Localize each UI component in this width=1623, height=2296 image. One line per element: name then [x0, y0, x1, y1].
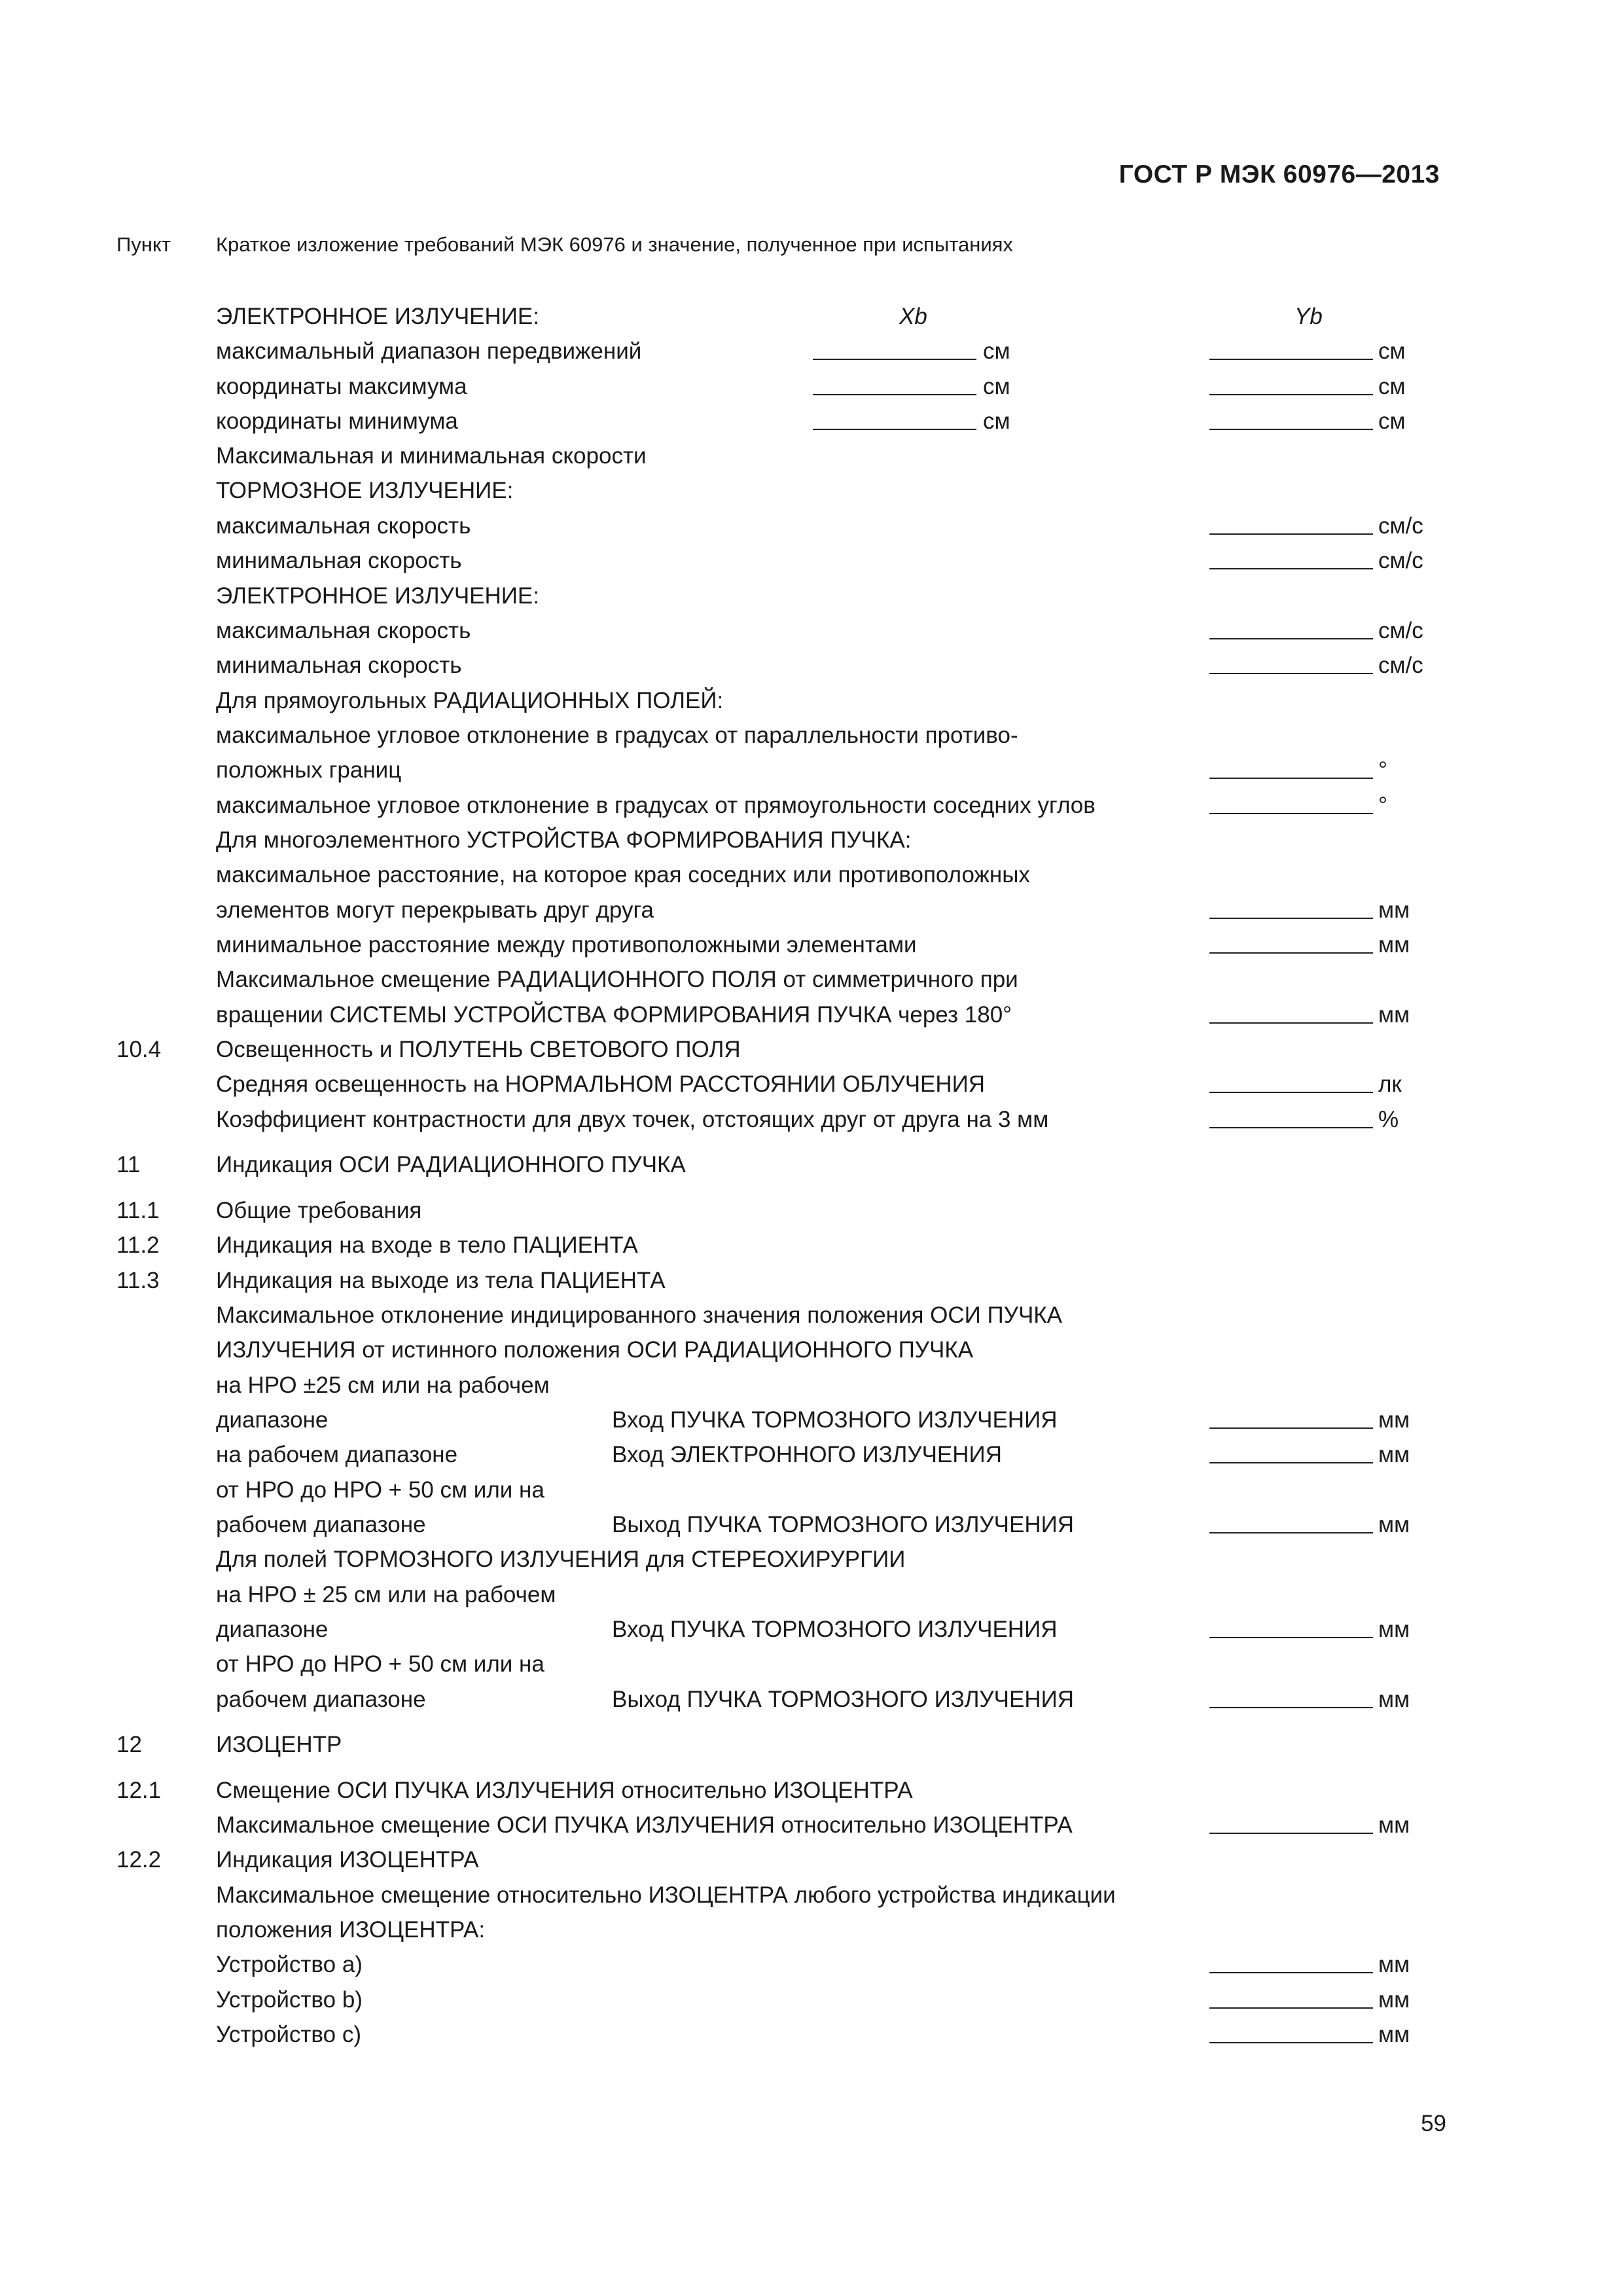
requirement-row [0, 1298, 1623, 1333]
requirement-text: положных границ [216, 757, 402, 783]
requirement-text: максимальное расстояние, на которое края соседних или противоположных [216, 862, 1030, 888]
requirement-text: Индикация ИЗОЦЕНТРА [216, 1847, 479, 1873]
requirement-row [0, 2017, 1623, 2053]
requirement-text: минимальная скорость [216, 548, 462, 573]
unit-label-xb: см [983, 374, 1010, 399]
unit-label: см [1378, 338, 1406, 364]
requirement-row [0, 473, 1623, 509]
requirement-text: Освещенность и ПОЛУТЕНЬ СВЕТОВОГО ПОЛЯ [216, 1037, 741, 1062]
value-field-yb[interactable] [1209, 1682, 1373, 1708]
requirement-text: ЭЛЕКТРОННОЕ ИЗЛУЧЕНИЕ: [216, 304, 539, 329]
value-field-yb[interactable] [1209, 1808, 1373, 1834]
requirement-text: максимальный диапазон передвижений [216, 338, 642, 364]
requirement-row [0, 1808, 1623, 1843]
requirement-row [0, 788, 1623, 823]
requirement-row [0, 927, 1623, 963]
requirement-row [0, 1542, 1623, 1577]
value-field-yb[interactable] [1209, 404, 1373, 430]
requirement-text: Для прямоугольных РАДИАЦИОННЫХ ПОЛЕЙ: [216, 688, 724, 713]
requirement-row [0, 1947, 1623, 1982]
requirement-row [0, 1912, 1623, 1948]
unit-label: мм [1378, 2022, 1410, 2047]
clause-number: 12.2 [116, 1847, 162, 1873]
page-number: 59 [1421, 2111, 1446, 2136]
value-field-yb[interactable] [1209, 893, 1373, 919]
value-field-yb[interactable] [1209, 927, 1373, 954]
clause-number: 12.1 [116, 1778, 162, 1803]
requirement-text: ТОРМОЗНОЕ ИЗЛУЧЕНИЕ: [216, 478, 514, 503]
column-header-summary: Краткое изложение требований МЭК 60976 и значение, полученное при испытаниях [216, 233, 1013, 256]
requirement-row [0, 1333, 1623, 1368]
requirement-text: координаты минимума [216, 408, 458, 434]
requirement-row [0, 1842, 1623, 1878]
requirement-row [0, 404, 1623, 439]
value-field-xb[interactable] [813, 334, 976, 360]
requirement-text: от НРО до НРО + 50 см или на [216, 1651, 544, 1677]
requirement-text: от НРО до НРО + 50 см или на [216, 1477, 544, 1503]
clause-number: 10.4 [116, 1037, 162, 1062]
requirement-text: минимальная скорость [216, 653, 462, 678]
requirement-text: Максимальное отклонение индицированного значения положения ОСИ ПУЧКА [216, 1302, 1063, 1328]
requirement-text: координаты максимума [216, 374, 467, 399]
value-field-yb[interactable] [1209, 543, 1373, 569]
requirement-row [0, 1193, 1623, 1229]
requirement-text: положения ИЗОЦЕНТРА: [216, 1917, 486, 1943]
unit-label: см/с [1378, 513, 1423, 539]
value-field-yb[interactable] [1209, 788, 1373, 814]
unit-label: ° [1378, 757, 1387, 783]
value-field-yb[interactable] [1209, 2017, 1373, 2043]
unit-label: см [1378, 374, 1406, 399]
unit-label: см/с [1378, 618, 1423, 643]
unit-label: мм [1378, 1442, 1410, 1467]
value-field-yb[interactable] [1209, 648, 1373, 674]
requirement-row [0, 1612, 1623, 1647]
requirement-text: ЭЛЕКТРОННОЕ ИЗЛУЧЕНИЕ: [216, 583, 539, 609]
requirement-row [0, 1507, 1623, 1543]
unit-label-xb: см [983, 338, 1010, 364]
requirement-row [0, 334, 1623, 369]
unit-label: мм [1378, 1617, 1410, 1642]
requirement-row [0, 1263, 1623, 1299]
requirement-text: Устройство а) [216, 1952, 363, 1977]
requirement-row [0, 1147, 1623, 1183]
requirement-row [0, 648, 1623, 683]
requirement-row [0, 1727, 1623, 1763]
requirement-row [0, 1473, 1623, 1508]
unit-label: мм [1378, 1812, 1410, 1838]
value-field-yb[interactable] [1209, 1437, 1373, 1463]
requirement-row [0, 439, 1623, 474]
requirement-text: Для многоэлементного УСТРОЙСТВА ФОРМИРОВАНИЯ ПУЧКА: [216, 827, 912, 853]
requirement-text: рабочем диапазоне [216, 1687, 426, 1712]
requirement-text: минимальное расстояние между противоположными элементами [216, 932, 917, 958]
requirement-row [0, 753, 1623, 788]
unit-label: мм [1378, 1952, 1410, 1977]
requirement-text: Коэффициент контрастности для двух точек, отстоящих друг от друга на 3 мм [216, 1107, 1049, 1132]
value-field-yb[interactable] [1209, 334, 1373, 360]
requirement-text: максимальная скорость [216, 618, 471, 643]
requirement-row [0, 997, 1623, 1033]
requirement-row [0, 1368, 1623, 1403]
value-field-yb[interactable] [1209, 753, 1373, 779]
requirement-text: максимальная скорость [216, 513, 471, 539]
column-header-punkt: Пункт [116, 233, 171, 256]
unit-label: мм [1378, 897, 1410, 923]
value-field-yb[interactable] [1209, 613, 1373, 639]
requirement-row [0, 1773, 1623, 1808]
value-field-yb[interactable] [1209, 997, 1373, 1024]
requirement-text: Средняя освещенность на НОРМАЛЬНОМ РАССТОЯНИИ ОБЛУЧЕНИЯ [216, 1071, 986, 1097]
requirement-text: диапазоне [216, 1617, 329, 1642]
unit-label: см [1378, 408, 1406, 434]
requirement-text: Общие требования [216, 1198, 422, 1223]
beam-condition-label: Выход ПУЧКА ТОРМОЗНОГО ИЗЛУЧЕНИЯ [612, 1512, 1075, 1537]
requirement-text: Максимальное смещение ОСИ ПУЧКА ИЗЛУЧЕНИЯ относительно ИЗОЦЕНТРА [216, 1812, 1073, 1838]
unit-label: мм [1378, 1687, 1410, 1712]
requirement-row [0, 299, 1623, 334]
requirement-text: Максимальное смещение относительно ИЗОЦЕНТРА любого устройства индикации [216, 1882, 1116, 1908]
requirement-text: максимальное угловое отклонение в градусах от прямоугольности соседних углов [216, 793, 1096, 818]
requirement-text: Устройство b) [216, 1987, 363, 2013]
column-label-yb: Yb [1294, 304, 1323, 329]
requirement-row [0, 543, 1623, 579]
column-label-xb: Xb [899, 304, 927, 329]
requirement-text: рабочем диапазоне [216, 1512, 426, 1537]
requirement-text: Для полей ТОРМОЗНОГО ИЗЛУЧЕНИЯ для СТЕРЕОХИРУРГИИ [216, 1547, 906, 1572]
requirement-row [0, 683, 1623, 719]
unit-label: см/с [1378, 548, 1423, 573]
requirement-row [0, 1682, 1623, 1717]
value-field-yb[interactable] [1209, 1102, 1373, 1128]
clause-number: 11.3 [116, 1268, 160, 1293]
clause-number: 11.2 [116, 1232, 160, 1258]
requirement-text: ИЗЛУЧЕНИЯ от истинного положения ОСИ РАДИАЦИОННОГО ПУЧКА [216, 1337, 974, 1363]
unit-label: ° [1378, 793, 1387, 818]
unit-label: мм [1378, 932, 1410, 958]
document-header-title: ГОСТ Р МЭК 60976—2013 [1118, 160, 1440, 188]
requirement-text: максимальное угловое отклонение в градусах от параллельности противо- [216, 723, 1018, 748]
requirement-text: Индикация ОСИ РАДИАЦИОННОГО ПУЧКА [216, 1152, 686, 1177]
clause-number: 11.1 [116, 1198, 160, 1223]
value-field-yb[interactable] [1209, 1067, 1373, 1093]
value-field-yb[interactable] [1209, 1403, 1373, 1429]
unit-label: мм [1378, 1407, 1410, 1433]
requirement-text: на НРО ±25 см или на рабочем [216, 1372, 550, 1398]
beam-condition-label: Вход ПУЧКА ТОРМОЗНОГО ИЗЛУЧЕНИЯ [612, 1617, 1058, 1642]
requirement-row [0, 962, 1623, 997]
requirement-text: Максимальное смещение РАДИАЦИОННОГО ПОЛЯ от симметричного при [216, 967, 1018, 992]
requirement-row [0, 893, 1623, 928]
clause-number: 11 [116, 1152, 141, 1177]
unit-label: лк [1378, 1071, 1402, 1097]
unit-label: мм [1378, 1002, 1410, 1028]
requirement-text: Смещение ОСИ ПУЧКА ИЗЛУЧЕНИЯ относительно ИЗОЦЕНТРА [216, 1778, 913, 1803]
requirement-text: Индикация на входе в тело ПАЦИЕНТА [216, 1232, 638, 1258]
requirement-row [0, 1982, 1623, 2018]
requirement-text: ИЗОЦЕНТР [216, 1732, 342, 1757]
value-field-xb[interactable] [813, 404, 976, 430]
requirement-row [0, 1102, 1623, 1138]
requirement-row [0, 1067, 1623, 1102]
requirement-row [0, 1878, 1623, 1913]
beam-condition-label: Вход ПУЧКА ТОРМОЗНОГО ИЗЛУЧЕНИЯ [612, 1407, 1058, 1433]
requirement-text: Максимальная и минимальная скорости [216, 443, 647, 469]
requirement-row [0, 369, 1623, 404]
unit-label: мм [1378, 1987, 1410, 2013]
value-field-yb[interactable] [1209, 1947, 1373, 1973]
requirement-row [0, 718, 1623, 753]
requirement-row [0, 1437, 1623, 1473]
requirement-row [0, 579, 1623, 614]
unit-label: мм [1378, 1512, 1410, 1537]
requirement-text: на НРО ± 25 см или на рабочем [216, 1582, 556, 1607]
value-field-yb[interactable] [1209, 1507, 1373, 1534]
requirement-row [0, 1577, 1623, 1613]
requirement-text: диапазоне [216, 1407, 329, 1433]
requirement-text: вращении СИСТЕМЫ УСТРОЙСТВА ФОРМИРОВАНИЯ ПУЧКА через 180° [216, 1002, 1012, 1028]
requirement-row [0, 1403, 1623, 1438]
requirement-row [0, 1228, 1623, 1263]
value-field-xb[interactable] [813, 369, 976, 395]
requirement-row [0, 1032, 1623, 1067]
value-field-yb[interactable] [1209, 509, 1373, 535]
requirement-row [0, 509, 1623, 544]
value-field-yb[interactable] [1209, 1982, 1373, 2009]
clause-number: 12 [116, 1732, 142, 1757]
unit-label: % [1378, 1107, 1399, 1132]
requirement-text: на рабочем диапазоне [216, 1442, 458, 1467]
value-field-yb[interactable] [1209, 1612, 1373, 1638]
requirement-row [0, 857, 1623, 893]
unit-label-xb: см [983, 408, 1010, 434]
beam-condition-label: Выход ПУЧКА ТОРМОЗНОГО ИЗЛУЧЕНИЯ [612, 1687, 1075, 1712]
requirement-row [0, 823, 1623, 858]
requirement-row [0, 613, 1623, 649]
requirement-text: элементов могут перекрывать друг друга [216, 897, 654, 923]
unit-label: см/с [1378, 653, 1423, 678]
requirement-row [0, 1647, 1623, 1682]
beam-condition-label: Вход ЭЛЕКТРОННОГО ИЗЛУЧЕНИЯ [612, 1442, 1002, 1467]
value-field-yb[interactable] [1209, 369, 1373, 395]
requirement-text: Устройство с) [216, 2022, 361, 2047]
requirement-text: Индикация на выходе из тела ПАЦИЕНТА [216, 1268, 666, 1293]
